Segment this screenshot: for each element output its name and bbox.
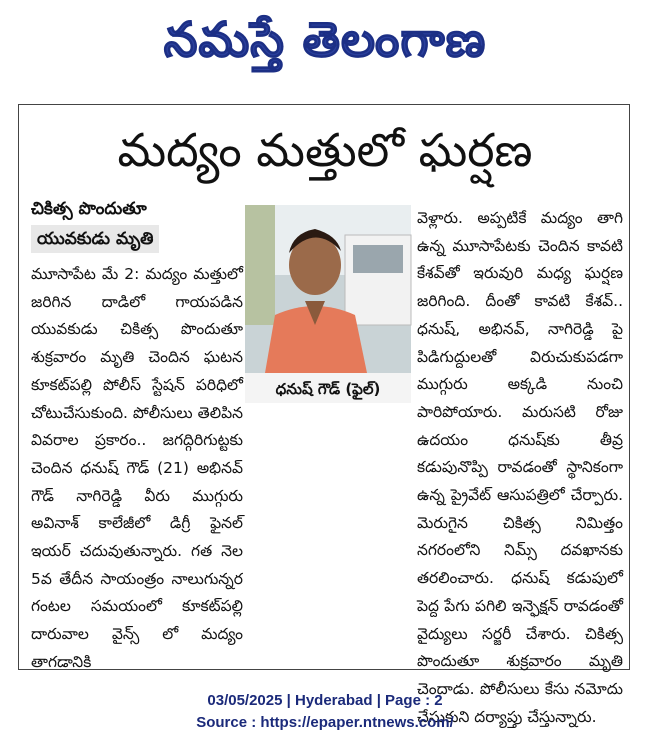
article-headline: మద్యం మత్తులో ఘర్షణ	[117, 123, 533, 177]
article-subhead-1: చికిత్స పొందుతూ	[31, 199, 147, 219]
article-body-right: వెళ్లారు. అప్పటికే మద్యం తాగి ఉన్న మూసాపేటకు చెందిన కావటి కేశవ్‌తో ఇరువురి మధ్య ఘర్షణ జరిగింది. దీంతో కావటి కేశవ్.. ధనుష్, అభినవ్, నాగిరెడ్డి పై పిడిగుద్దులతో విరుచుకుపడగా ముగ్గురు అక్కడి నుంచి పారిపోయారు. మరుసటి రోజు ఉదయం ధనుష్‌కు తీవ్ర కడుపునొప్పి రావడంతో స్థానికంగా ఉన్న ప్రైవేట్ ఆసుపత్రిలో చేర్పారు. మెరుగైన చికిత్స నిమిత్తం నగరంలోని నిమ్స్ దవఖానకు తరలించారు. ధనుష్ కడుపులో పెద్ద పేగు పగిలి ఇన్ఫెక్షన్ రావడంతో వైద్యులు సర్జరీ చేశారు. చికిత్స పొందుతూ శుక్రవారం మృతి చెందాడు. పోలీసులు కేసు నమోదు చేసుకుని దర్యాప్తు చేస్తున్నారు.	[417, 209, 623, 726]
article-subhead-2: యువకుడు మృతి	[31, 225, 159, 253]
masthead-title: నమస్తే తెలంగాణ	[163, 12, 487, 68]
footer-date-edition: 03/05/2025 | Hyderabad | Page : 2	[207, 692, 443, 709]
article-column-right	[417, 205, 623, 726]
article-body-left: మూసాపేట మే 2: మద్యం మత్తులో జరిగిన దాడిలో గాయపడిన యువకుడు చికిత్స పొందుతూ శుక్రవారం మృతి చెందిన ఘటన కూకట్‌పల్లి పోలీస్ స్టేషన్ పరిధిలో చోటుచేసుకుంది. పోలీసులు తెలిపిన వివరాల ప్రకారం.. జగద్గిరిగుట్టకు చెందిన ధనుష్ గౌడ్ (21) అభినవ్ గౌడ్ నాగిరెడ్డి వీరు ముగ్గురు అవినాశ్ కాలేజీలో డిగ్రీ ఫైనల్ ఇయర్ చదువుతున్నారు. గత నెల 5వ తేదీన సాయంత్రం నాలుగున్నర గంటల సమయంలో కూకట్‌పల్లి దారువాల వైన్స్ లో మద్యం తాగడానికి	[31, 265, 243, 671]
newspaper-masthead	[0, 6, 650, 74]
portrait-photo	[245, 205, 411, 373]
footer-source: Source : https://epaper.ntnews.com/	[196, 714, 454, 731]
article-column-left	[31, 195, 243, 671]
article-body-middle	[245, 407, 411, 665]
article-photo	[245, 205, 411, 403]
photo-caption: ధనుష్ గౌడ్ (ఫైల్)	[275, 380, 381, 398]
